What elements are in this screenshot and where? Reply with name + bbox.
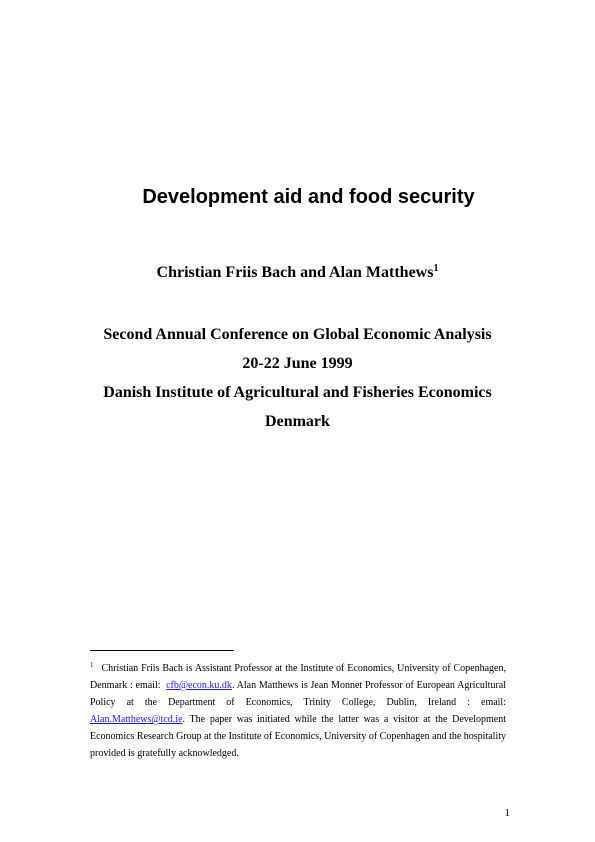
conference-name: Second Annual Conference on Global Economic Analysis <box>103 326 492 343</box>
author-line <box>0 262 595 284</box>
author-names: Christian Friis Bach and Alan Matthews <box>156 264 434 281</box>
footnote-text: provided is gratefully acknowledged. <box>90 748 239 759</box>
conference-info <box>0 320 595 436</box>
footnote-separator <box>90 650 234 651</box>
footnote-line <box>90 677 506 694</box>
footnote-text: Christian Friis Bach is Assistant Professor at the Institute of Economics, University of Copenhagen, <box>101 663 506 674</box>
conference-country: Denmark <box>265 413 330 430</box>
footnote-marker: 1 <box>90 661 94 669</box>
footnote-line <box>90 694 506 711</box>
conference-dates: 20-22 June 1999 <box>242 355 353 372</box>
footnote-line <box>90 660 506 677</box>
footnote-text: . Alan Matthews is Jean Monnet Professor of European Agricultural <box>231 680 506 691</box>
email-link-matthews[interactable]: Alan.Matthews@tcd.ie <box>90 714 183 725</box>
footnote-text: Economics Research Group at the Institute of Economics, University of Copenhagen and the hospitality <box>90 731 507 742</box>
footnote-line <box>90 711 506 728</box>
document-title: Development aid and food security <box>142 186 475 208</box>
page-number: 1 <box>504 807 510 819</box>
footnote <box>90 660 506 762</box>
footnote-text: . The paper was initiated while the latter was a visitor at the Development <box>182 714 506 725</box>
conference-host: Danish Institute of Agricultural and Fisheries Economics <box>103 384 492 401</box>
email-link-bach[interactable]: cfb@econ.ku.dk <box>166 680 232 691</box>
footnote-text: Denmark : email: <box>90 680 161 691</box>
footnote-line <box>90 745 506 762</box>
footnote-reference-marker[interactable]: 1 <box>433 263 439 274</box>
footnote-line <box>90 728 506 745</box>
footnote-text: Policy at the Department of Economics, Trinity College, Dublin, Ireland : email: <box>90 697 506 708</box>
